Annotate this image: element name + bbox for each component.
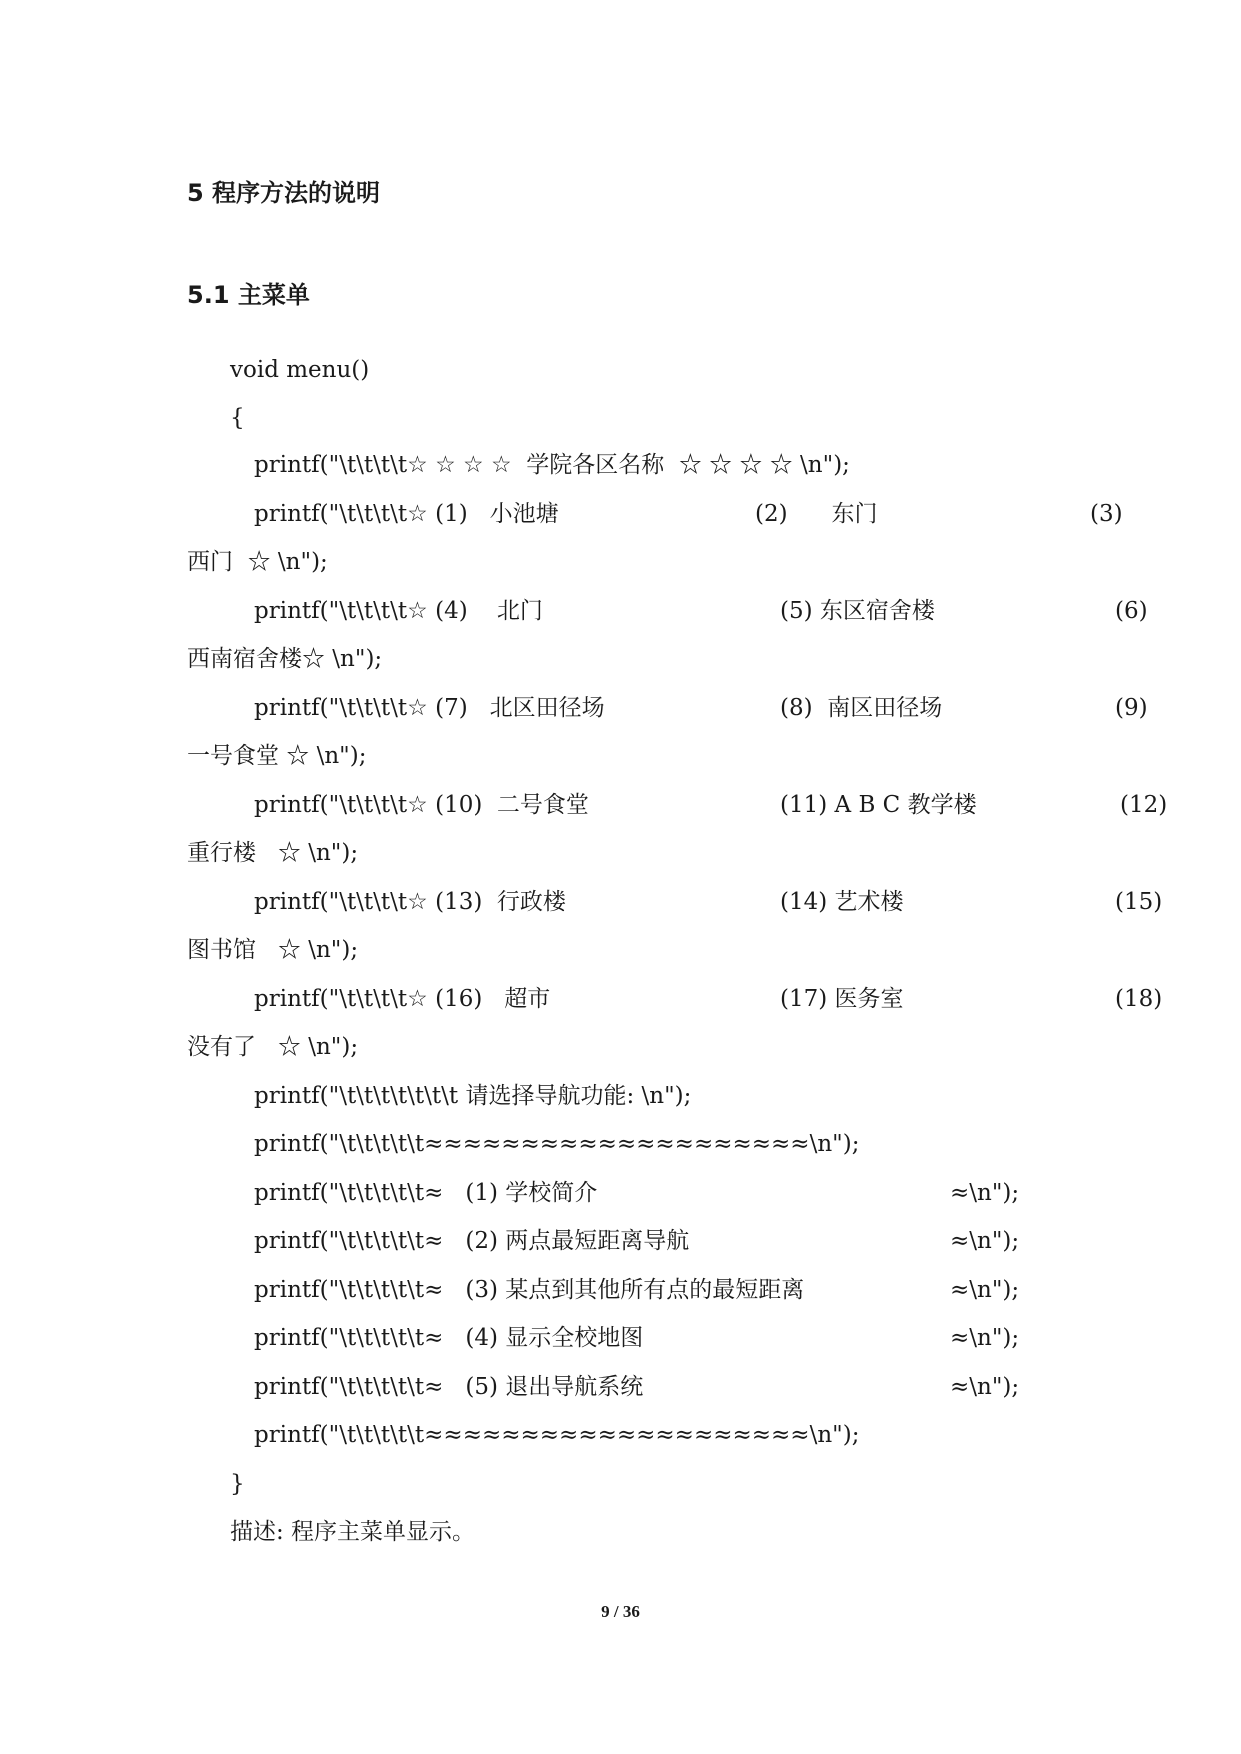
page-number: 9 / 36 [601,1602,640,1621]
subsection-heading: 5.1 主菜单 [187,281,310,309]
section-heading: 5 程序方法的说明 [187,179,381,207]
